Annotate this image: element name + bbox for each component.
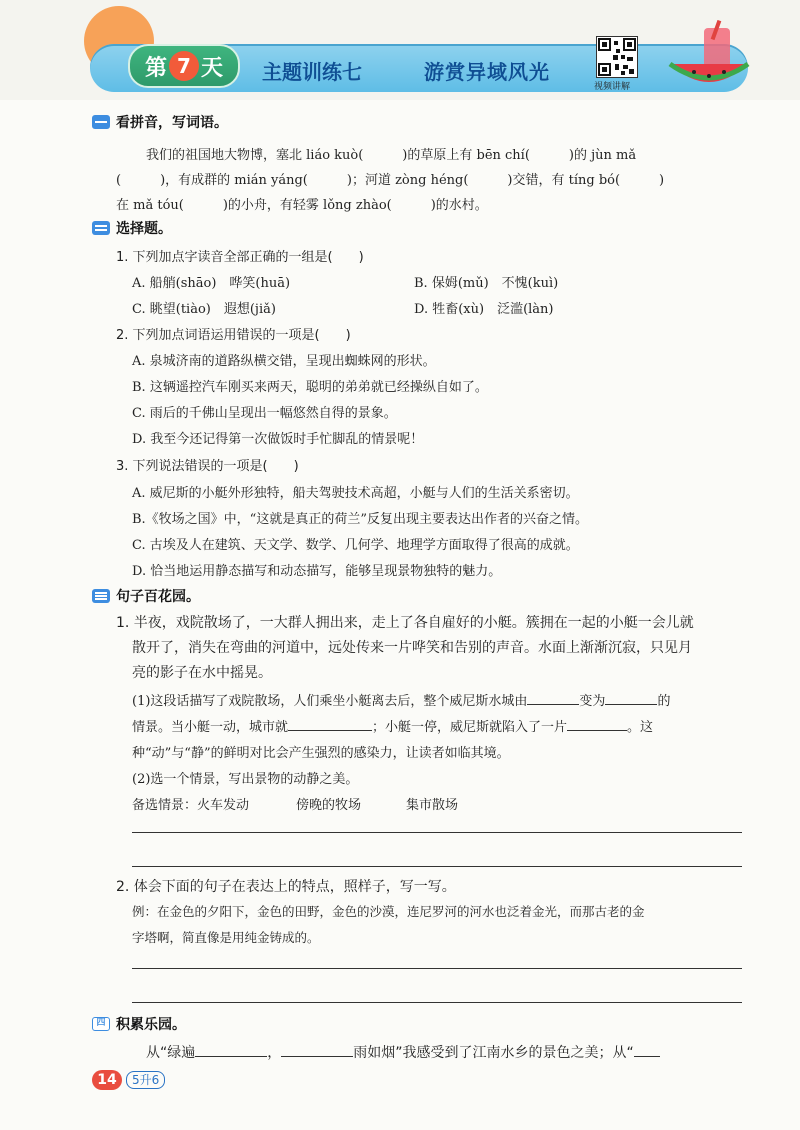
q2-option-c[interactable]: C. 雨后的千佛山呈现出一幅悠然自得的景象。 (132, 406, 397, 421)
q1-option-a[interactable]: A. 船艄(shāo) 哗笑(huā) (132, 276, 291, 291)
passage-1-line-2: 散开了，消失在弯曲的河道中，远处传来一片哗笑和告别的声音。水面上渐渐沉寂，只见月 (132, 640, 692, 656)
pinyin-line-3: 在 mǎ tóu( )的小舟，有轻雾 lǒng zhào( )的水村。 (116, 198, 488, 213)
question-part-2: 2. 体会下面的句子在表达上的特点，照样子，写一写。 (116, 879, 456, 895)
answer-line-1[interactable] (132, 832, 742, 833)
acc-text-b: ， (267, 1045, 282, 1061)
sub1-text-a: (1)这段话描写了戏院散场，人们乘坐小艇离去后，整个威尼斯水城由 (132, 694, 528, 709)
section-2-badge (92, 221, 110, 235)
question-2: 2. 下列加点词语运用错误的一项是( ) (116, 328, 351, 343)
sub1-text-c: 的 (657, 694, 671, 709)
topic-title: 主题训练七 (262, 60, 362, 84)
acc-text-c: 雨如烟”我感受到了江南水乡的景色之美；从“ (353, 1045, 634, 1061)
sub-question-2: (2)选一个情景，写出景物的动静之美。 (132, 772, 359, 787)
answer-line-4[interactable] (132, 1002, 742, 1003)
question-1: 1. 下列加点字读音全部正确的一组是( ) (116, 250, 364, 265)
sub1-text-e: ；小艇一停，威尼斯就陷入了一片 (372, 720, 568, 735)
q3-option-d[interactable]: D. 恰当地运用静态描写和动态描写，能够呈现景物独特的魅力。 (132, 564, 502, 579)
example-line-2: 字塔啊，简直像是用纯金铸成的。 (132, 930, 320, 945)
watermelon-drink-icon (664, 20, 754, 92)
page-header (0, 0, 800, 100)
options-label: 备选情景：火车发动 (132, 798, 250, 813)
answer-blank-6[interactable] (281, 1045, 353, 1057)
acc-text-a: 从“绿遍 (146, 1045, 196, 1061)
answer-blank-5[interactable] (195, 1045, 267, 1057)
option-2: 傍晚的牧场 (296, 798, 362, 813)
section-1-badge (92, 115, 110, 129)
sub-question-1-line-1 (132, 690, 670, 709)
q1-option-c[interactable]: C. 眺望(tiào) 遐想(jiǎ) (132, 302, 276, 317)
q2-option-d[interactable]: D. 我至今还记得第一次做饭时手忙脚乱的情景呢！ (132, 432, 424, 447)
answer-blank-1[interactable] (527, 693, 579, 705)
section-2-title: 选择题。 (116, 221, 172, 237)
q3-option-b[interactable]: B.《牧场之国》中，“这就是真正的荷兰”反复出现主要表达出作者的兴奋之情。 (132, 512, 588, 527)
sub-question-1-line-3: 种“动”与“静”的鲜明对比会产生强烈的感染力，让读者如临其境。 (132, 746, 510, 761)
day-suffix: 天 (201, 55, 224, 81)
q3-option-c[interactable]: C. 古埃及人在建筑、天文学、数学、几何学、地理学方面取得了很高的成就。 (132, 538, 579, 553)
section-1-title: 看拼音，写词语。 (116, 115, 228, 131)
example-line-1: 例：在金色的夕阳下，金色的田野，金色的沙漠，连尼罗河的河水也泛着金光，而那古老的金 (132, 904, 645, 919)
pinyin-line-2: ( )，有成群的 mián yáng( )；河道 zòng héng( )交错，有 tíng bó( ) (116, 173, 665, 188)
q2-option-b[interactable]: B. 这辆遥控汽车刚买来两天，聪明的弟弟就已经操纵自如了。 (132, 380, 488, 395)
day-number: 7 (169, 51, 199, 81)
question-3: 3. 下列说法错误的一项是( ) (116, 459, 299, 474)
section-3-badge (92, 589, 110, 603)
answer-line-2[interactable] (132, 866, 742, 867)
day-tag (128, 44, 240, 88)
accumulation-line-1 (146, 1042, 660, 1062)
section-3-title: 句子百花园。 (116, 589, 200, 605)
section-2-heading (92, 218, 172, 238)
answer-blank-4[interactable] (567, 719, 627, 731)
sub1-text-b: 变为 (579, 694, 606, 709)
passage-1-line-1: 1. 半夜，戏院散场了，一大群人拥出来，走上了各自雇好的小艇。簇拥在一起的小艇一会儿就 (116, 615, 694, 631)
qr-label: 视频讲解 (594, 82, 631, 92)
section-4-badge: 四 (92, 1017, 110, 1031)
section-4-heading (92, 1014, 186, 1034)
answer-blank-3[interactable] (288, 719, 372, 731)
section-3-heading (92, 586, 200, 606)
q1-option-b[interactable]: B. 保姆(mǔ) 不愧(kuì) (414, 276, 559, 291)
option-3: 集市散场 (406, 798, 459, 813)
passage-1-line-3: 亮的影子在水中摇晃。 (132, 665, 272, 681)
pinyin-line-1: 我们的祖国地大物博，塞北 liáo kuò( )的草原上有 bēn chí( )的 jùn mǎ (146, 148, 637, 163)
q3-option-a[interactable]: A. 威尼斯的小艇外形独特，船夫驾驶技术高超，小艇与人们的生活关系密切。 (132, 486, 579, 501)
section-1-heading (92, 112, 228, 132)
day-prefix: 第 (144, 55, 167, 81)
answer-blank-7[interactable] (634, 1045, 660, 1057)
qr-code-icon[interactable] (596, 36, 638, 78)
page-title: 游赏异域风光 (424, 60, 550, 84)
grade-tag: 5升6 (126, 1071, 165, 1089)
section-4-title: 积累乐园。 (116, 1017, 186, 1033)
sub1-text-d: 情景。当小艇一动，城市就 (132, 720, 289, 735)
sub-question-1-line-2 (132, 716, 653, 735)
page-number: 14 (92, 1070, 122, 1090)
q2-option-a[interactable]: A. 泉城济南的道路纵横交错，呈现出蜘蛛网的形状。 (132, 354, 436, 369)
sub1-text-f: 。这 (627, 720, 654, 735)
answer-line-3[interactable] (132, 968, 742, 969)
q1-option-d[interactable]: D. 牲畜(xù) 泛滥(làn) (414, 302, 554, 317)
answer-blank-2[interactable] (605, 693, 657, 705)
